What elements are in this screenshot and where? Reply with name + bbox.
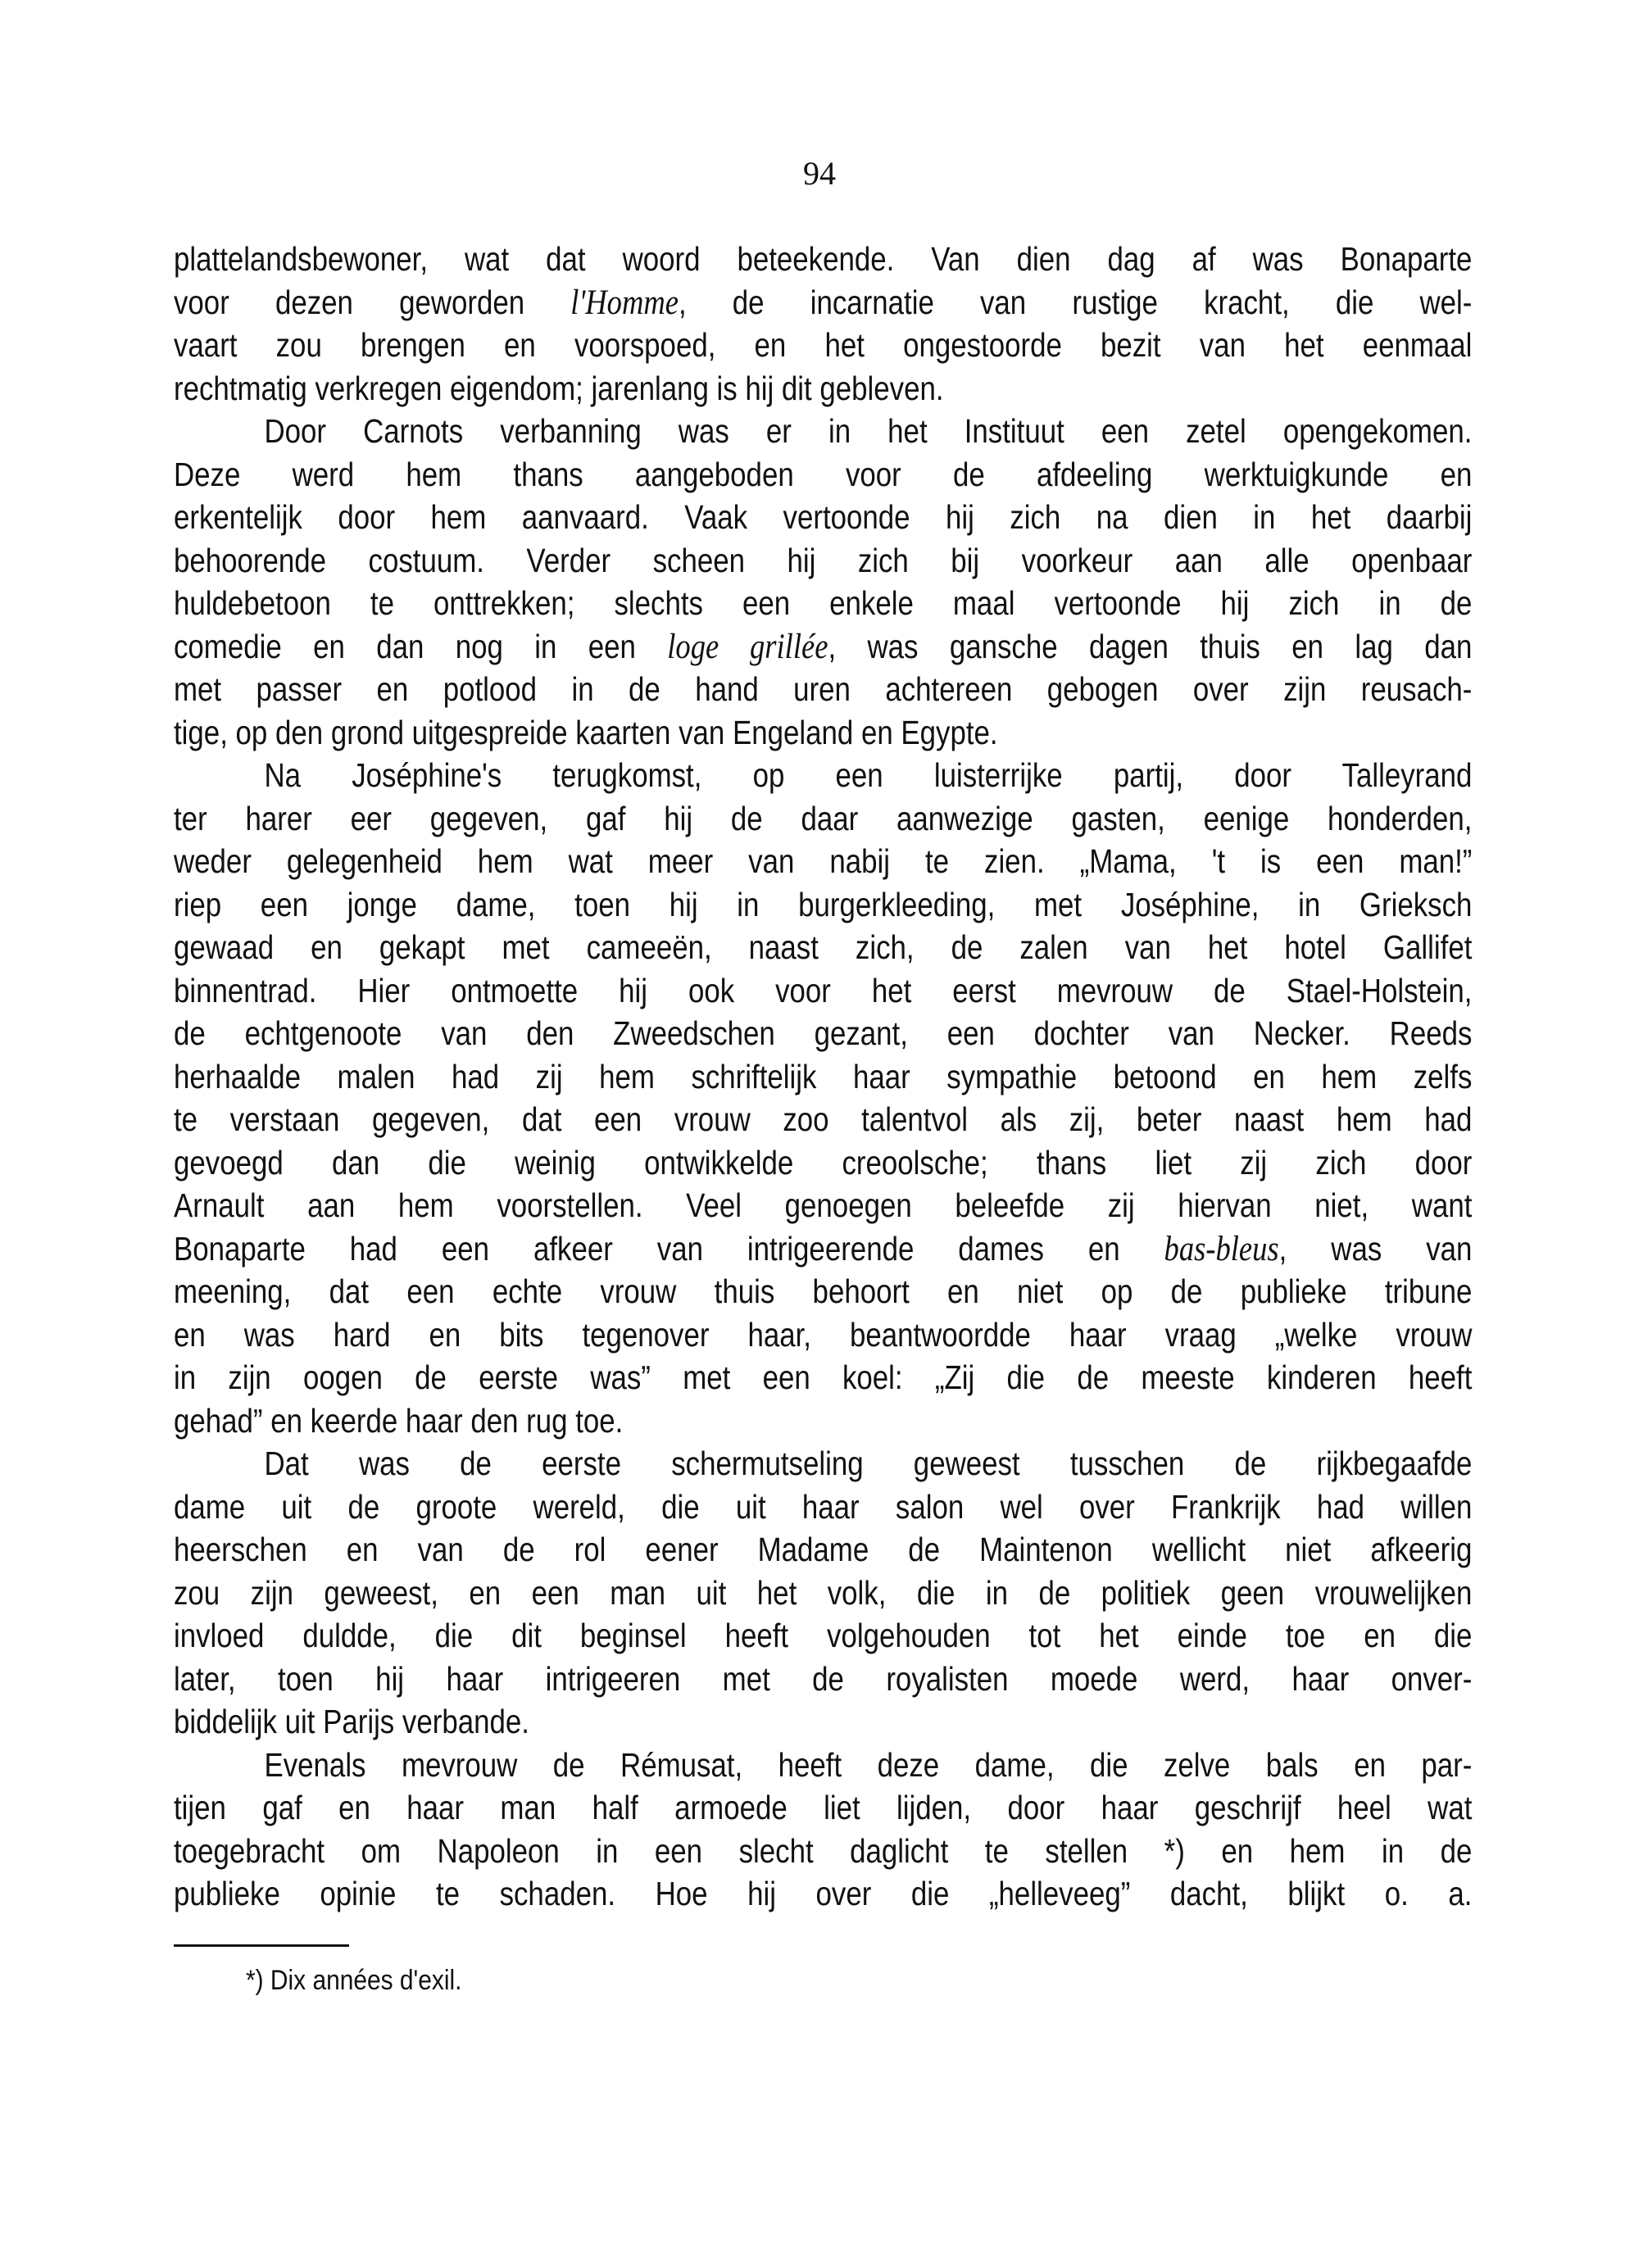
text-segment: rechtmatig verkregen eigendom; jarenlang is hij dit gebleven. [174, 369, 944, 407]
page-number: 94 [803, 155, 836, 192]
text-segment: dame uit de groote wereld, die uit haar salon wel over Frankrijk had willen [174, 1487, 1473, 1526]
text-line [174, 1872, 1472, 1916]
text-line [174, 453, 1472, 497]
footnote-divider [174, 1944, 349, 1947]
text-line [174, 797, 1472, 841]
text-line [174, 582, 1472, 625]
text-line [174, 1012, 1472, 1055]
body-text [174, 238, 1472, 1916]
text-segment: , was van [1278, 1229, 1473, 1268]
text-segment: riep een jonge dame, toen hij in burgerkleeding, met Joséphine, in Grieksch [174, 885, 1473, 923]
text-segment: zou zijn geweest, en een man uit het volk, die in de politiek geen vrouwelijken [174, 1573, 1473, 1612]
text-line [174, 1356, 1472, 1399]
italic-text: loge grillée [667, 627, 828, 666]
text-segment: , was gansche dagen thuis en lag dan [828, 627, 1473, 665]
text-line [174, 1830, 1472, 1873]
text-line [174, 883, 1472, 927]
text-segment: later, toen hij haar intrigeeren met de royalisten moede werd, haar onver- [174, 1659, 1473, 1698]
text-line [174, 367, 1472, 411]
text-line [174, 1572, 1472, 1615]
italic-text: bas-bleus [1164, 1229, 1279, 1268]
text-segment: gewaad en gekapt met cameeën, naast zich, de zalen van het hotel Gallifet [174, 928, 1473, 966]
italic-text: l'Homme [570, 283, 679, 322]
text-segment: Na Joséphine's terugkomst, op een luisterrijke partij, door Talleyrand [264, 756, 1473, 794]
footnote: *) Dix années d'exil. [246, 1965, 462, 1996]
text-line [174, 926, 1472, 969]
text-line [174, 1270, 1472, 1313]
text-line [174, 1528, 1472, 1572]
text-segment: Evenals mevrouw de Rémusat, heeft deze dame, die zelve bals en par- [264, 1745, 1473, 1784]
text-segment: Dat was de eerste schermutseling geweest tusschen de rijkbegaafde [264, 1445, 1473, 1482]
text-line [174, 1098, 1472, 1141]
text-line [174, 1399, 1472, 1443]
text-segment: publieke opinie te schaden. Hoe hij over die „helleveeg” dacht, blijkt o. a. [174, 1875, 1473, 1912]
text-segment: tijen gaf en haar man half armoede liet lijden, door haar geschrijf heel wat [174, 1789, 1473, 1826]
text-line [174, 1313, 1472, 1357]
text-segment: behoorende costuum. Verder scheen hij zich bij voorkeur aan alle openbaar [174, 541, 1473, 579]
text-line [174, 1700, 1472, 1744]
text-segment: Door Carnots verbanning was er in het Instituut een zetel opengekomen. [264, 412, 1473, 450]
text-segment: en was hard en bits tegenover haar, beantwoordde haar vraag „welke vrouw [174, 1315, 1473, 1354]
text-line [174, 238, 1472, 281]
text-segment: met passer en potlood in de hand uren achtereen gebogen over zijn reusach- [174, 670, 1473, 708]
text-line [174, 410, 1472, 453]
text-line [174, 1744, 1472, 1787]
text-segment: ter harer eer gegeven, gaf hij de daar aanwezige gasten, eenige honderden, [174, 799, 1473, 837]
text-segment: comedie en dan nog in een [174, 627, 668, 665]
text-line [174, 668, 1472, 711]
text-segment: tige, op den grond uitgespreide kaarten van Engeland en Egypte. [174, 713, 998, 751]
text-segment: Arnault aan hem voorstellen. Veel genoegen beleefde zij hiervan niet, want [174, 1186, 1473, 1224]
text-line [174, 754, 1472, 797]
text-line [174, 1184, 1472, 1227]
text-segment: gehad” en keerde haar den rug toe. [174, 1401, 624, 1440]
text-line [174, 1614, 1472, 1658]
text-segment: voor dezen geworden [174, 283, 571, 321]
text-segment: , de incarnatie van rustige kracht, die wel- [678, 283, 1473, 321]
text-line [174, 1227, 1472, 1271]
text-line [174, 1486, 1472, 1529]
text-line [174, 539, 1472, 583]
text-segment: biddelijk uit Parijs verbande. [174, 1703, 529, 1740]
text-segment: huldebetoon te onttrekken; slechts een enkele maal vertoonde hij zich in de [174, 584, 1473, 622]
text-segment: meening, dat een echte vrouw thuis behoort en niet op de publieke tribune [174, 1272, 1473, 1310]
text-line [174, 281, 1472, 324]
text-segment: te verstaan gegeven, dat een vrouw zoo talentvol als zij, beter naast hem had [174, 1100, 1473, 1138]
text-segment: gevoegd dan die weinig ontwikkelde creoolsche; thans liet zij zich door [174, 1143, 1473, 1182]
text-segment: erkentelijk door hem aanvaard. Vaak vertoonde hij zich na dien in het daarbij [174, 498, 1473, 536]
text-segment: binnentrad. Hier ontmoette hij ook voor het eerst mevrouw de Stael-Holstein, [174, 971, 1473, 1009]
text-segment: toegebracht om Napoleon in een slecht daglicht te stellen *) en hem in de [174, 1831, 1473, 1870]
text-segment: de echtgenoote van den Zweedschen gezant, een dochter van Necker. Reeds [174, 1014, 1473, 1052]
text-line [174, 1786, 1472, 1830]
text-segment: Bonaparte had een afkeer van intrigeerende dames en [174, 1229, 1164, 1268]
text-segment: in zijn oogen de eerste was” met een koel: „Zij die de meeste kinderen heeft [174, 1359, 1473, 1396]
text-segment: vaart zou brengen en voorspoed, en het ongestoorde bezit van het eenmaal [174, 326, 1473, 364]
text-line [174, 1055, 1472, 1099]
text-line [174, 969, 1472, 1013]
text-line [174, 1658, 1472, 1701]
text-segment: plattelandsbewoner, wat dat woord beteekende. Van dien dag af was Bonaparte [174, 240, 1473, 278]
text-line [174, 324, 1472, 367]
text-line [174, 496, 1472, 539]
text-segment: heerschen en van de rol eener Madame de Maintenon wellicht niet afkeerig [174, 1531, 1473, 1568]
text-line [174, 1141, 1472, 1185]
text-line [174, 625, 1472, 669]
text-line [174, 1442, 1472, 1486]
text-segment: weder gelegenheid hem wat meer van nabij te zien. „Mama, 't is een man!” [174, 842, 1473, 880]
text-segment: Deze werd hem thans aangeboden voor de afdeeling werktuigkunde en [174, 455, 1473, 493]
text-line [174, 840, 1472, 883]
text-line [174, 711, 1472, 755]
text-segment: herhaalde malen had zij hem schriftelijk haar sympathie betoond en hem zelfs [174, 1057, 1473, 1095]
text-segment: invloed duldde, die dit beginsel heeft volgehouden tot het einde toe en die [174, 1617, 1473, 1654]
